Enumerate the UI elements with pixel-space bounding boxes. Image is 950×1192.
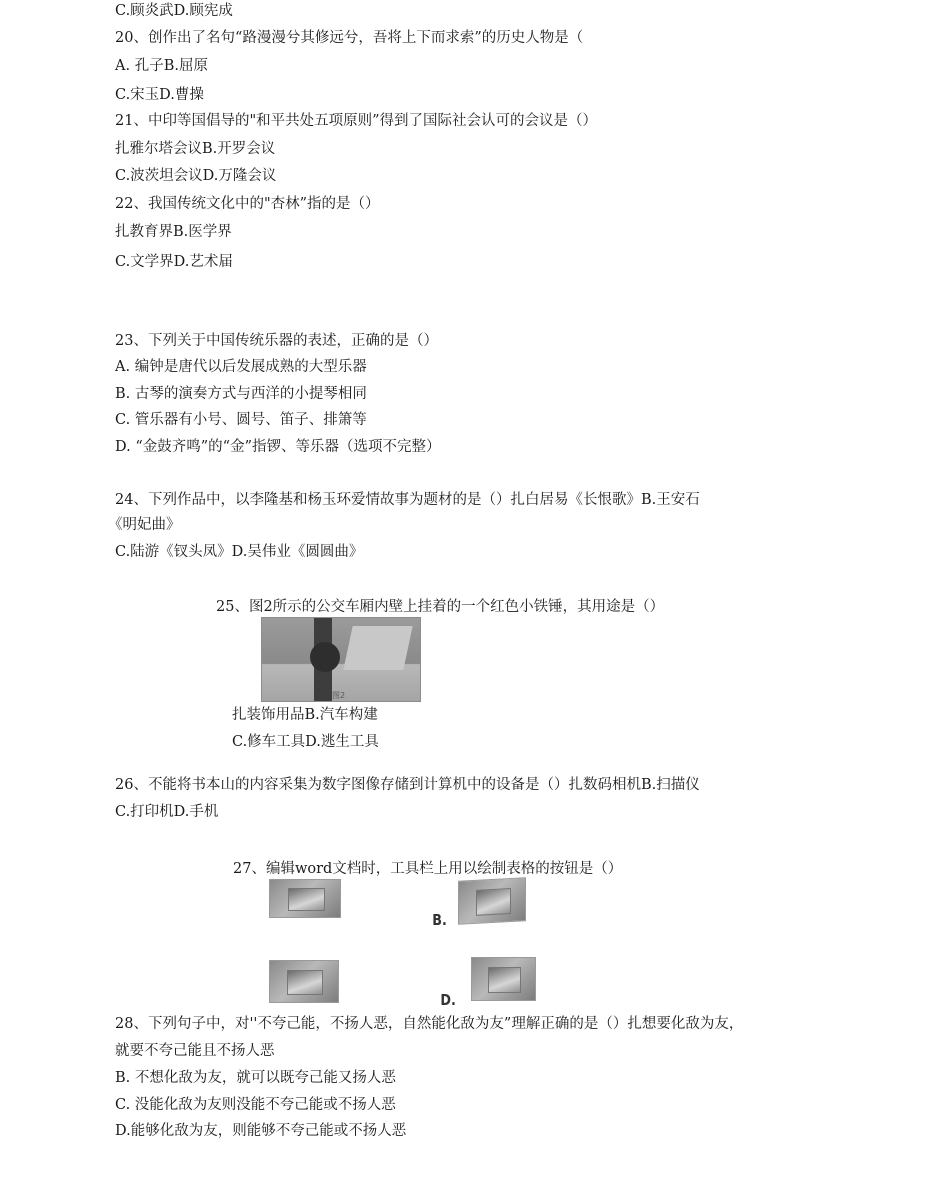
q23-option-a: A. 编钟是唐代以后发展成熟的大型乐器 bbox=[115, 359, 367, 375]
q27-option-d-toolbar-icon bbox=[471, 957, 536, 1001]
q27-option-d-letter: D. bbox=[440, 991, 456, 1009]
q28-stem: 28、下列句子中，对''不夸己能，不扬人恶，自然能化敌为友”理解正确的是（）扎想要化敌为友， bbox=[115, 1016, 744, 1032]
q24-options-cd: C.陆游《钗头凤》D.吴伟业《圆圆曲》 bbox=[115, 544, 364, 560]
q28-stem-continued: 就要不夸己能且不扬人恶 bbox=[115, 1043, 275, 1059]
q23-option-d: D. “金鼓齐鸣”的“金”指锣、等乐器（选项不完整） bbox=[115, 439, 441, 455]
q25-options-cd: C.修车工具D.逃生工具 bbox=[232, 734, 379, 750]
q21-stem: 21、中印等国倡导的"和平共处五项原则”得到了国际社会认可的会议是（） bbox=[115, 113, 598, 129]
bus-hammer-photo bbox=[261, 617, 421, 702]
q20-options-cd: C.宋玉D.曹操 bbox=[115, 87, 204, 103]
q26-stem: 26、不能将书本山的内容采集为数字图像存储到计算机中的设备是（）扎数码相机B.扫描仪 bbox=[115, 777, 700, 793]
q23-stem: 23、下列关于中国传统乐器的表述，正确的是（） bbox=[115, 333, 438, 349]
photo-sign bbox=[343, 626, 412, 670]
q27-option-b-letter: B. bbox=[432, 911, 447, 929]
q21-options-ab: 扎雅尔塔会议B.开罗会议 bbox=[115, 141, 276, 157]
q26-options-cd: C.打印机D.手机 bbox=[115, 804, 219, 820]
q21-options-cd: C.波茨坦会议D.万隆会议 bbox=[115, 168, 277, 184]
q25-options-ab: 扎装饰用品B.汽车构建 bbox=[232, 707, 378, 723]
q19-options-cd: C.顾炎武D.顾宪成 bbox=[115, 3, 233, 19]
q22-options-ab: 扎教育界B.医学界 bbox=[115, 224, 232, 240]
q27-option-c-toolbar-icon bbox=[269, 960, 339, 1003]
q22-stem: 22、我国传统文化中的"杏林”指的是（） bbox=[115, 196, 380, 212]
q27-stem: 27、编辑word文档时，工具栏上用以绘制表格的按钮是（） bbox=[233, 861, 623, 877]
q28-option-c: C. 没能化敌为友则没能不夸己能或不扬人恶 bbox=[115, 1097, 396, 1113]
q24-stem: 24、下列作品中，以李隆基和杨玉环爱情故事为题材的是（）扎白居易《长恨歌》B.王安石 bbox=[115, 492, 700, 508]
q23-option-b: B. 古琴的演奏方式与西洋的小提琴相同 bbox=[115, 386, 367, 402]
q22-options-cd: C.文学界D.艺术届 bbox=[115, 254, 233, 270]
photo-caption: 图2 bbox=[332, 691, 346, 700]
q28-option-b: B. 不想化敌为友，就可以既夸己能又扬人恶 bbox=[115, 1070, 396, 1086]
q23-option-c: C. 管乐器有小号、圆号、笛子、排箫等 bbox=[115, 412, 367, 428]
q27-option-b-toolbar-icon bbox=[458, 877, 526, 925]
q25-stem: 25、图2所示的公交车厢内壁上挂着的一个红色小铁锤，其用途是（） bbox=[216, 599, 665, 615]
q27-option-a-toolbar-icon bbox=[269, 879, 341, 918]
q20-stem: 20、创作出了名句“路漫漫兮其修远兮，吾将上下而求索”的历史人物是（ bbox=[115, 30, 584, 46]
photo-hammer-head bbox=[310, 642, 340, 672]
q28-option-d: D.能够化敌为友，则能够不夸己能或不扬人恶 bbox=[115, 1123, 407, 1139]
q24-stem-continued: 《明妃曲》 bbox=[108, 517, 181, 533]
q20-options-ab: A. 孔子B.屈原 bbox=[115, 58, 208, 74]
